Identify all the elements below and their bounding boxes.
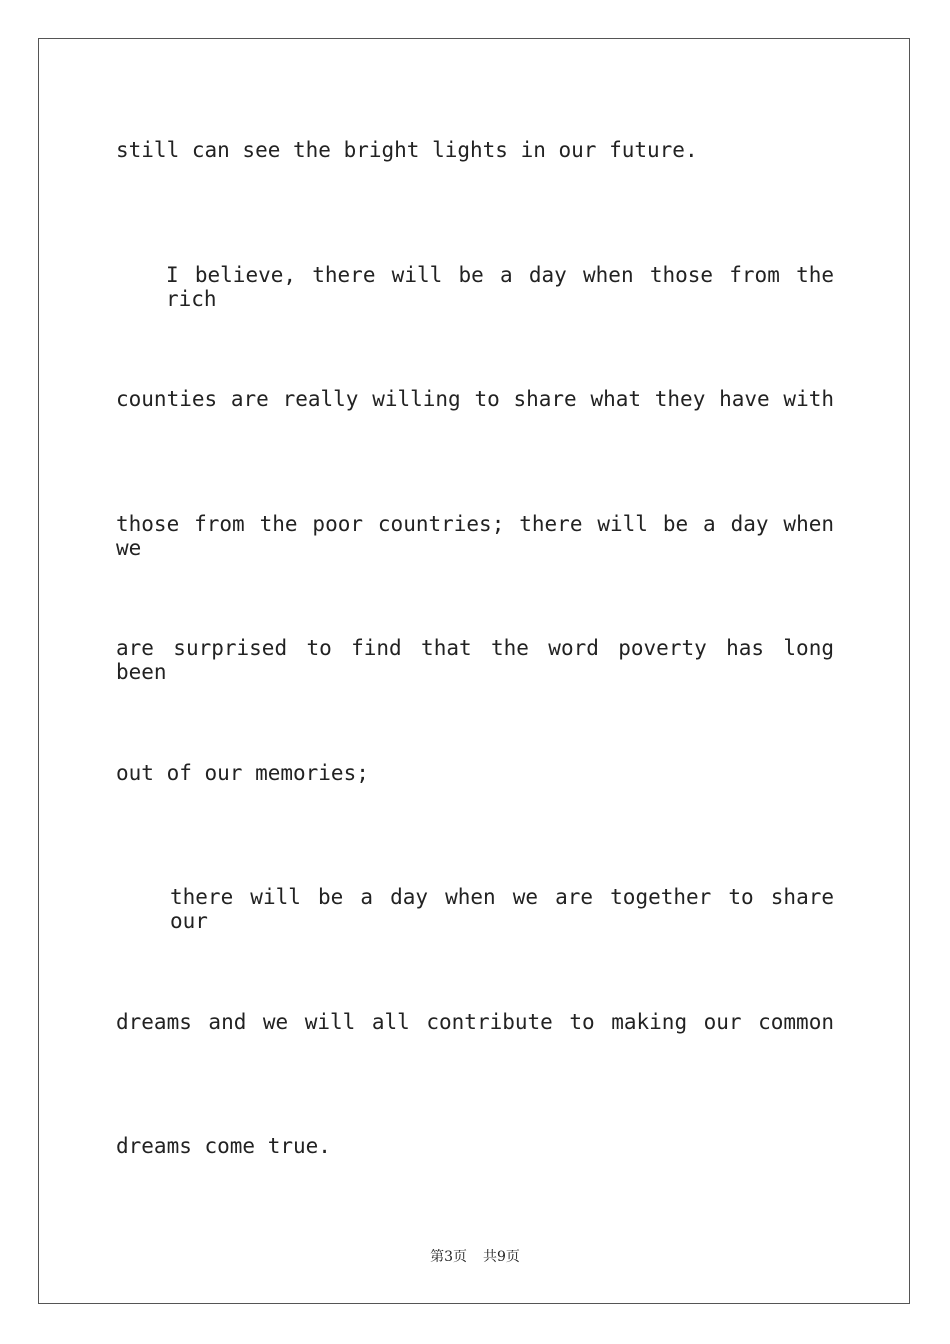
text-line-6: out of our memories; — [116, 761, 369, 785]
text-line-9: dreams come true. — [116, 1134, 331, 1158]
text-line-3: counties are really willing to share what they have with — [116, 387, 834, 411]
text-line-2: I believe, there will be a day when those from the rich — [166, 263, 834, 311]
page-footer — [0, 1248, 950, 1266]
page-number: 第3页 — [430, 1249, 467, 1265]
text-line-4: those from the poor countries; there will be a day when we — [116, 512, 834, 560]
total-pages: 共9页 — [483, 1249, 520, 1265]
text-line-1: still can see the bright lights in our future. — [116, 138, 698, 162]
text-line-5: are surprised to find that the word poverty has long been — [116, 636, 834, 684]
text-line-7: there will be a day when we are together to share our — [170, 885, 834, 933]
text-line-8: dreams and we will all contribute to making our common — [116, 1010, 834, 1034]
